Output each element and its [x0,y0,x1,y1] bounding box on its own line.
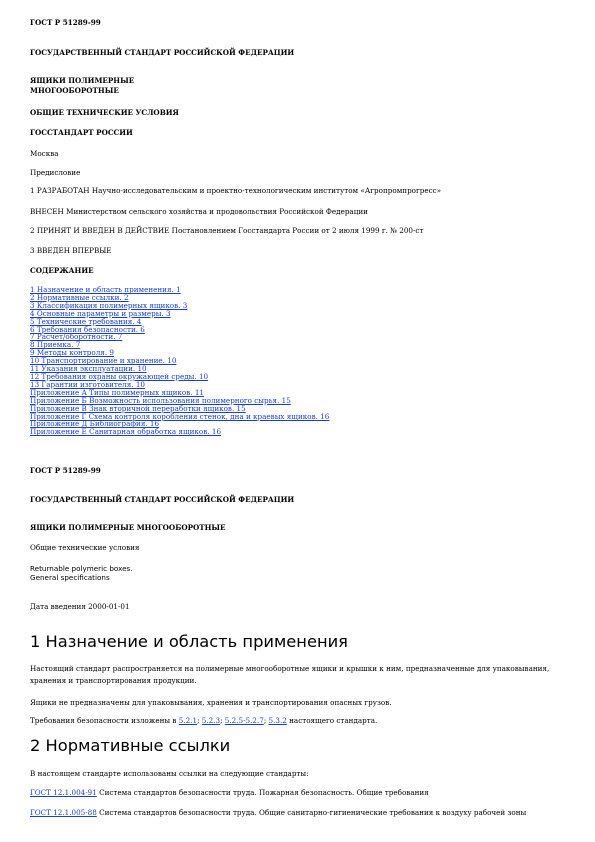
toc-link-appendix-b[interactable]: Приложение Б Возможность использования полимерного сырья. 15 [30,395,291,405]
preface-item-1: 1 РАЗРАБОТАН Научно-исследовательским и проектно-технологическим институтом «Агропромпрогресс» [30,186,442,195]
normative-ref-1-text: Система стандартов безопасности труда. Пожарная безопасность. Общие требования [96,788,429,797]
toc-link-2[interactable]: 2 Нормативные ссылки. 2 [30,292,129,302]
standard-title: ГОСУДАРСТВЕННЫЙ СТАНДАРТ РОССИЙСКОЙ ФЕДЕРАЦИИ [30,48,295,57]
section-1-p3-sep-1: ; [197,716,202,725]
title-block-standard-title: ГОСУДАРСТВЕННЫЙ СТАНДАРТ РОССИЙСКОЙ ФЕДЕРАЦИИ [30,495,295,504]
toc-link-12[interactable]: 12 Требования охраны окружающей среды. 10 [30,371,209,381]
title-block-doc-code: ГОСТ Р 51289-99 [30,466,101,475]
normative-ref-2 [30,808,526,817]
section-1-heading: 1 Назначение и область применения [30,632,348,651]
section-2-intro: В настоящем стандарте использованы ссылки на следующие стандарты: [30,769,309,778]
title-block-en-line2: General specifications [30,573,110,582]
clause-link-5-3-2[interactable]: 5.3.2 [268,716,287,725]
section-2-heading: 2 Нормативные ссылки [30,736,231,755]
toc-link-10[interactable]: 10 Транспортирование и хранение. 10 [30,356,177,366]
preface-heading: Предисловие [30,168,81,177]
title-block-en-line1: Returnable polymeric boxes. [30,564,133,573]
normative-ref-1 [30,788,429,797]
clause-link-5-2-5-5-2-7[interactable]: 5.2.5-5.2.7 [224,716,264,725]
normative-ref-2-link[interactable]: ГОСТ 12.1.005-88 [30,808,97,817]
table-of-contents [30,286,329,436]
section-1-p3-sep-3: ; [263,716,269,725]
section-1-p3-suffix: настоящего стандарта. [286,716,378,725]
clause-link-5-2-3[interactable]: 5.2.3 [201,716,221,725]
toc-link-13[interactable]: 13 Гарантии изготовителя. 10 [30,379,145,389]
toc-link-appendix-d[interactable]: Приложение Д Библиография. 16 [30,419,160,429]
toc-link-appendix-e[interactable]: Приложение Е Санитарная обработка ящиков. 16 [30,427,222,437]
toc-heading: СОДЕРЖАНИЕ [30,266,94,275]
toc-link-8[interactable]: 8 Приемка. 7 [30,340,81,350]
section-1-paragraph-1: Настоящий стандарт распространяется на полимерные многооборотные ящики и крышки к ним, предназначенные для упаковывания, хранения и транспортирования продукции. [30,664,550,685]
toc-link-appendix-a[interactable]: Приложение А Типы полимерных ящиков. 11 [30,387,205,397]
preface-item-2: 2 ПРИНЯТ И ВВЕДЕН В ДЕЙСТВИЕ Постановлением Госстандарта России от 2 июля 1999 г. № 200-ст [30,226,424,235]
preface-item-1b: ВНЕСЕН Министерством сельского хозяйства и продовольствия Российской Федерации [30,207,368,216]
toc-link-5[interactable]: 5 Технические требования. 4 [30,316,142,326]
toc-link-3[interactable]: 3 Классификация полимерных ящиков. 3 [30,300,188,310]
city: Москва [30,149,59,158]
title-block-product: ЯЩИКИ ПОЛИМЕРНЫЕ МНОГООБОРОТНЫЕ [30,523,226,532]
toc-link-4[interactable]: 4 Основные параметры и размеры. 3 [30,308,171,318]
normative-ref-1-link[interactable]: ГОСТ 12.1.004-91 [30,788,97,797]
publisher: ГОССТАНДАРТ РОССИИ [30,128,133,137]
toc-link-11[interactable]: 11 Указания эксплуатации. 10 [30,364,147,374]
toc-link-1[interactable]: 1 Назначение и область применения. 1 [30,285,181,294]
title-block-spec: Общие технические условия [30,543,140,552]
product-title-line1: ЯЩИКИ ПОЛИМЕРНЫЕ [30,76,135,85]
section-1-paragraph-2: Ящики не предназначены для упаковывания, хранения и транспортирования опасных грузов. [30,698,392,707]
toc-link-appendix-v[interactable]: Приложение В Знак вторичной переработки ящиков. 15 [30,403,246,413]
section-1-paragraph-3 [30,716,377,725]
toc-link-appendix-g[interactable]: Приложение Г Схема контроля коробления стенок, дна и краевых ящиков. 16 [30,411,330,421]
section-1-p3-prefix: Требования безопасности изложены в [30,716,179,725]
section-1-p3-sep-2: ; [220,716,225,725]
toc-link-7[interactable]: 7 Расчет/оборотности. 7 [30,332,123,342]
doc-code: ГОСТ Р 51289-99 [30,18,101,27]
clause-link-5-2-1[interactable]: 5.2.1 [178,716,198,725]
spec-title: ОБЩИЕ ТЕХНИЧЕСКИЕ УСЛОВИЯ [30,108,179,117]
toc-link-9[interactable]: 9 Методы контроля. 9 [30,348,114,358]
product-title-line2: МНОГООБОРОТНЫЕ [30,86,119,95]
normative-ref-2-text: Система стандартов безопасности труда. Общие санитарно-гигиенические требования к воздуху рабочей зоны [96,808,527,817]
title-block-date: Дата введения 2000-01-01 [30,602,130,611]
preface-item-3: 3 ВВЕДЕН ВПЕРВЫЕ [30,246,112,255]
toc-link-6[interactable]: 6 Требования безопасности. 6 [30,324,145,334]
